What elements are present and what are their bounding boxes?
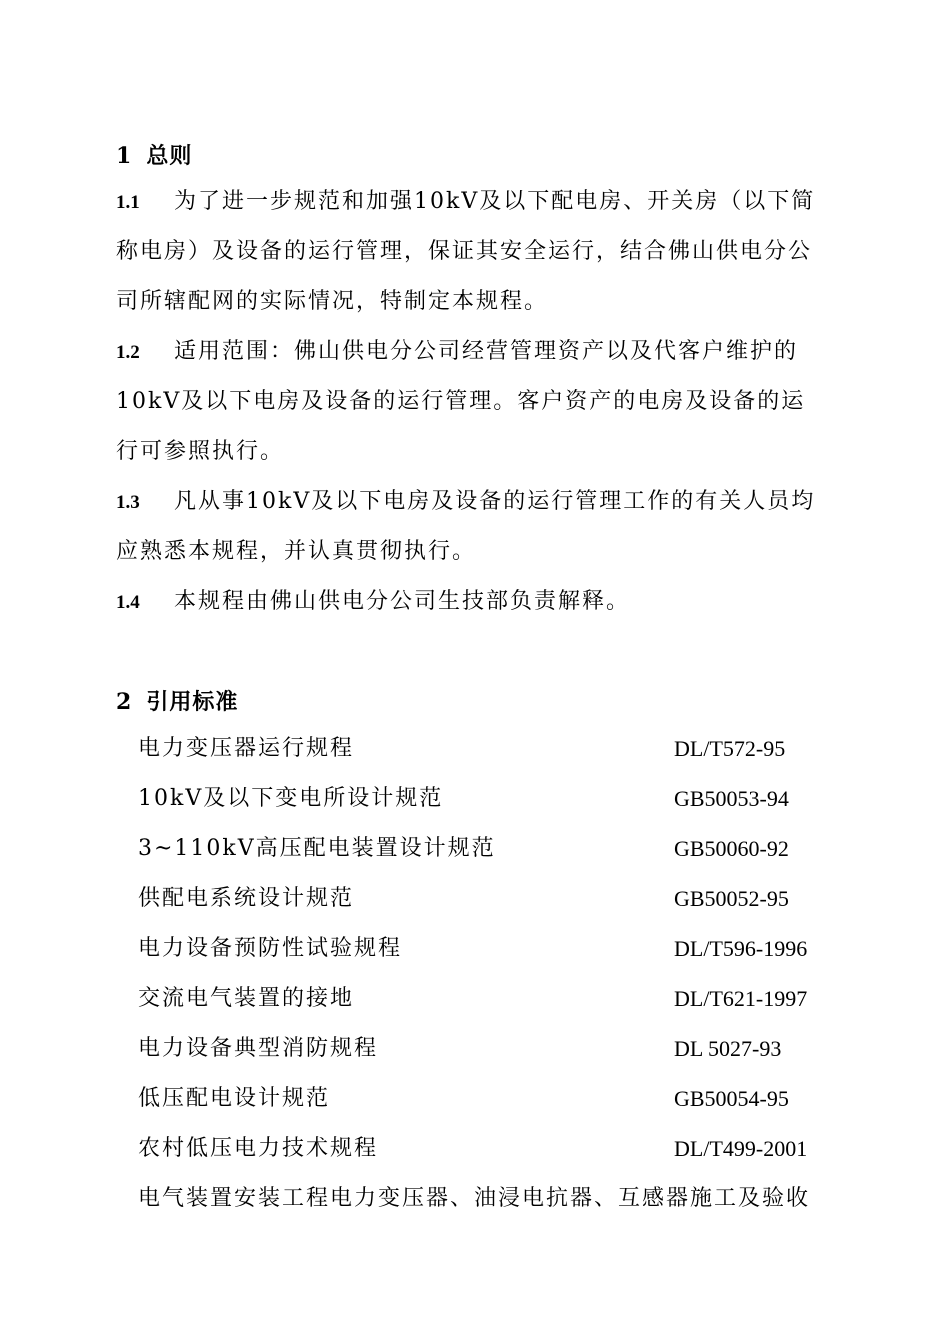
section-1-heading: [116, 139, 192, 170]
reference-code: GB50052-95: [674, 886, 789, 911]
paragraph-1-1: [116, 177, 861, 327]
reference-code: DL/T499-2001: [674, 1136, 808, 1161]
paragraph-1-2: [116, 327, 861, 477]
paragraph-line: 1.2 适用范围：佛山供电分公司经营管理资产以及代客户维护的: [116, 327, 861, 377]
reference-item: [138, 1024, 868, 1074]
paragraph-number: 1.3: [116, 492, 140, 513]
reference-name: 交流电气装置的接地: [138, 986, 355, 1011]
paragraph-number: 1.1: [116, 192, 140, 213]
reference-code: DL/T572-95: [674, 736, 786, 761]
paragraph-line: 1.4 本规程由佛山供电分公司生技部负责解释。: [116, 577, 861, 627]
reference-name: 3~110kV高压配电装置设计规范: [138, 836, 496, 861]
paragraph-line: 行可参照执行。: [116, 439, 285, 464]
reference-name: 10kV及以下变电所设计规范: [138, 786, 444, 811]
paragraph-line: 1.1 为了进一步规范和加强10kV及以下配电房、开关房（以下简: [116, 177, 861, 227]
section-title: 引用标准: [146, 689, 239, 715]
reference-name: 低压配电设计规范: [138, 1086, 331, 1111]
section-title: 总则: [146, 143, 193, 169]
paragraph-line: 应熟悉本规程，并认真贯彻执行。: [116, 539, 477, 564]
paragraph-line: 1.3 凡从事10kV及以下电房及设备的运行管理工作的有关人员均: [116, 477, 861, 527]
paragraph-line: 司所辖配网的实际情况，特制定本规程。: [116, 289, 549, 314]
reference-item: [138, 1124, 868, 1174]
reference-item-continued: 电气装置安装工程电力变压器、油浸电抗器、互感器施工及验收: [138, 1186, 811, 1211]
paragraph-number: 1.2: [116, 342, 140, 363]
reference-code: DL/T621-1997: [674, 986, 808, 1011]
paragraph-1-3: [116, 477, 861, 577]
reference-item: [138, 974, 868, 1024]
paragraph-line: 称电房）及设备的运行管理，保证其安全运行，结合佛山供电分公: [116, 239, 813, 264]
reference-list: [138, 724, 868, 1174]
reference-name: 供配电系统设计规范: [138, 886, 355, 911]
reference-item: [138, 924, 868, 974]
reference-item: [138, 874, 868, 924]
reference-name: 电力变压器运行规程: [138, 736, 355, 761]
reference-item: [138, 824, 868, 874]
section-number: 2: [116, 689, 133, 715]
section-number: 1: [116, 143, 133, 169]
reference-name: 电力设备预防性试验规程: [138, 936, 403, 961]
reference-name: 电力设备典型消防规程: [138, 1036, 379, 1061]
reference-code: GB50053-94: [674, 786, 789, 811]
paragraph-number: 1.4: [116, 592, 140, 613]
section-2-heading: [116, 685, 238, 716]
reference-item: [138, 724, 868, 774]
paragraph-line: 10kV及以下电房及设备的运行管理。客户资产的电房及设备的运: [116, 389, 806, 414]
paragraph-1-4: [116, 577, 861, 627]
reference-code: DL/T596-1996: [674, 936, 808, 961]
reference-code: GB50054-95: [674, 1086, 789, 1111]
reference-item: [138, 774, 868, 824]
reference-name: 农村低压电力技术规程: [138, 1136, 379, 1161]
reference-code: DL 5027-93: [674, 1036, 782, 1061]
reference-code: GB50060-92: [674, 836, 789, 861]
reference-item: [138, 1074, 868, 1124]
